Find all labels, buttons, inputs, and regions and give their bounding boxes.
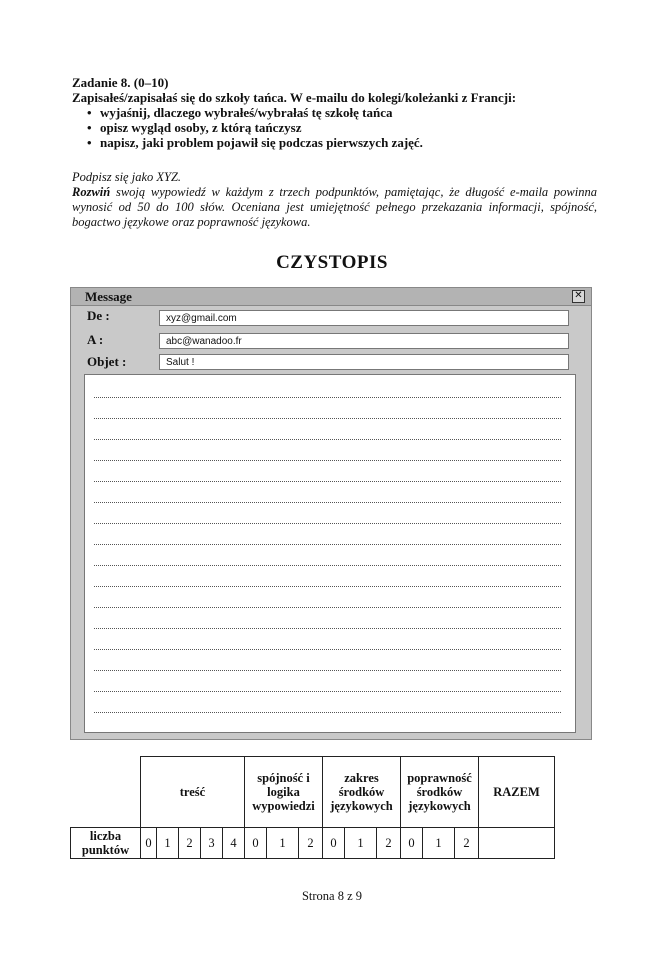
writing-line [94, 670, 561, 671]
task-text [72, 75, 597, 150]
message-window [70, 287, 592, 740]
task-header: Zadanie 8. (0–10) [72, 75, 169, 90]
writing-line [94, 544, 561, 545]
score-cell: 1 [423, 828, 455, 859]
writing-line [94, 607, 561, 608]
message-titlebar [71, 288, 591, 306]
score-cell: 4 [223, 828, 245, 859]
writing-line [94, 418, 561, 419]
table-corner [71, 757, 141, 828]
writing-line [94, 649, 561, 650]
task-bullets [72, 105, 597, 150]
score-cell: 0 [401, 828, 423, 859]
header-zakres: zakres środków językowych [323, 757, 401, 828]
writing-line [94, 586, 561, 587]
message-title: Message [85, 289, 132, 304]
writing-line [94, 481, 561, 482]
from-label: De : [87, 308, 110, 323]
instructions [72, 170, 597, 230]
score-cell: 0 [141, 828, 157, 859]
header-poprawnosc: poprawność środków językowych [401, 757, 479, 828]
subject-label: Objet : [87, 354, 127, 369]
writing-line [94, 628, 561, 629]
page-title: CZYSTOPIS [276, 252, 388, 273]
score-cell: 0 [323, 828, 345, 859]
task-bullet: • wyjaśnij, dlaczego wybrałeś/wybrałaś tę szkołę tańca [100, 105, 597, 120]
score-cell: 2 [455, 828, 479, 859]
develop-instruction [72, 185, 597, 230]
writing-line [94, 502, 561, 503]
writing-line [94, 397, 561, 398]
task-prompt: Zapisałeś/zapisałaś się do szkoły tańca. W e-mailu do kolegi/koleżanki z Francji: [72, 90, 517, 105]
score-cell: 1 [267, 828, 299, 859]
subject-field[interactable]: Salut ! [159, 354, 569, 370]
header-razem: RAZEM [479, 757, 555, 828]
to-label: A : [87, 332, 104, 347]
to-field[interactable]: abc@wanadoo.fr [159, 333, 569, 349]
score-cell: 1 [157, 828, 179, 859]
task-bullet: • napisz, jaki problem pojawił się podczas pierwszych zajęć. [100, 135, 597, 150]
task-bullet: • opisz wygląd osoby, z którą tańczysz [100, 120, 597, 135]
score-cell: 3 [201, 828, 223, 859]
writing-line [94, 523, 561, 524]
header-spojnosc: spójność i logika wypowiedzi [245, 757, 323, 828]
score-cell: 0 [245, 828, 267, 859]
message-body[interactable] [84, 374, 576, 733]
score-cell: 2 [179, 828, 201, 859]
develop-bold: Rozwiń [72, 185, 111, 199]
from-field[interactable]: xyz@gmail.com [159, 310, 569, 326]
writing-line [94, 439, 561, 440]
writing-line [94, 460, 561, 461]
razem-cell [479, 828, 555, 859]
develop-text: swoją wypowiedź w każdym z trzech podpunktów, pamiętając, że długość e-maila powinna wynosić od 50 do 100 słów. Oceniana jest umiejętność pełnego przekazania informacji, spójność, bogactwo językowe oraz poprawność językowa. [72, 185, 597, 229]
score-table [70, 756, 555, 859]
row-label: liczba punktów [71, 828, 141, 859]
score-cell: 2 [299, 828, 323, 859]
score-cell: 1 [345, 828, 377, 859]
writing-line [94, 691, 561, 692]
sign-instruction: Podpisz się jako XYZ. [72, 170, 182, 184]
writing-line [94, 565, 561, 566]
page-footer: Strona 8 z 9 [301, 889, 363, 903]
writing-line [94, 712, 561, 713]
header-tresc: treść [141, 757, 245, 828]
close-icon[interactable]: ✕ [572, 290, 585, 303]
score-cell: 2 [377, 828, 401, 859]
